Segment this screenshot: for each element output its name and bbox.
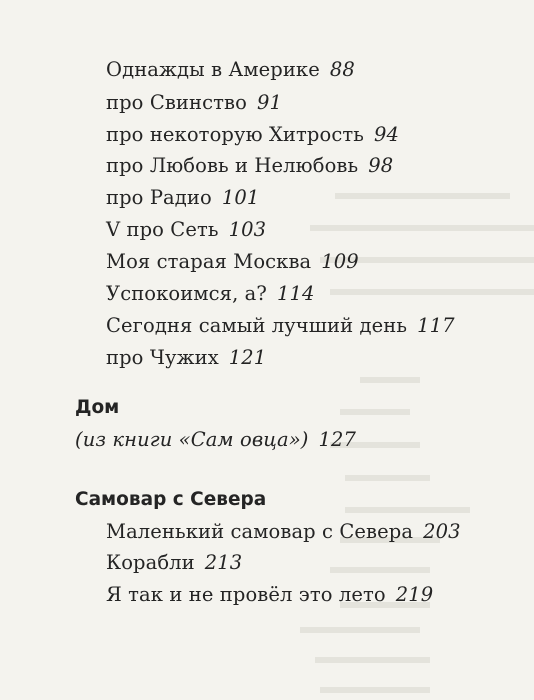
toc-entry xyxy=(106,123,399,147)
toc-entry xyxy=(106,250,359,274)
toc-entry-title: про Чужих xyxy=(106,346,219,369)
toc-entry xyxy=(106,583,433,607)
toc-entry-page: 213 xyxy=(204,551,243,574)
toc-entry-page: 114 xyxy=(276,282,315,305)
toc-entry-title: про Любовь и Нелюбовь xyxy=(106,154,359,177)
toc-entry-title: Однажды в Америке xyxy=(106,58,320,81)
toc-entry-page: 121 xyxy=(228,346,267,369)
toc-entry-title: про Свинство xyxy=(106,91,247,114)
toc-entry-title: Успокоимся, а? xyxy=(106,282,267,305)
toc-entry-title: Я так и не провёл это лето xyxy=(106,583,386,606)
toc-section-title: Самовар с Севера xyxy=(75,489,267,510)
toc-entry-title: Сегодня самый лучший день xyxy=(106,314,408,337)
toc-entry-title: про некоторую Хитрость xyxy=(106,123,364,146)
toc-entry-title: (из книги «Сам овца») xyxy=(75,428,309,451)
toc-entry-title: про Радио xyxy=(106,186,212,209)
toc-entry xyxy=(106,551,242,575)
toc-entry-page: 219 xyxy=(395,583,434,606)
toc-entry-page: 203 xyxy=(423,520,461,543)
toc-entry xyxy=(106,282,314,306)
toc-entry xyxy=(106,520,461,544)
toc-entry xyxy=(106,346,266,370)
toc-entry xyxy=(106,218,266,242)
toc-entry-page: 117 xyxy=(417,314,455,337)
toc-entry xyxy=(106,186,259,210)
toc-entry-page: 101 xyxy=(221,186,260,209)
toc-entry-title: V про Сеть xyxy=(106,218,219,241)
toc-entry-page: 88 xyxy=(329,58,355,81)
toc-entry-page: 91 xyxy=(256,91,282,114)
toc-entry-title: Моя старая Москва xyxy=(106,250,312,273)
toc-section-title: Дом xyxy=(75,397,120,418)
toc-entry-page: 103 xyxy=(228,218,267,241)
toc-entry xyxy=(106,154,393,178)
toc-entry xyxy=(106,58,355,82)
toc-entry-page: 94 xyxy=(373,123,399,146)
toc-entry-title: Корабли xyxy=(106,551,195,574)
toc-entry-page: 127 xyxy=(318,428,356,451)
toc-entry xyxy=(106,91,282,115)
toc-entry-title: Маленький самовар с Севера xyxy=(106,520,414,543)
toc-entry-page: 98 xyxy=(368,154,394,177)
toc-entry xyxy=(75,428,356,452)
toc-entry-page: 109 xyxy=(321,250,359,273)
toc-entry xyxy=(106,314,455,338)
